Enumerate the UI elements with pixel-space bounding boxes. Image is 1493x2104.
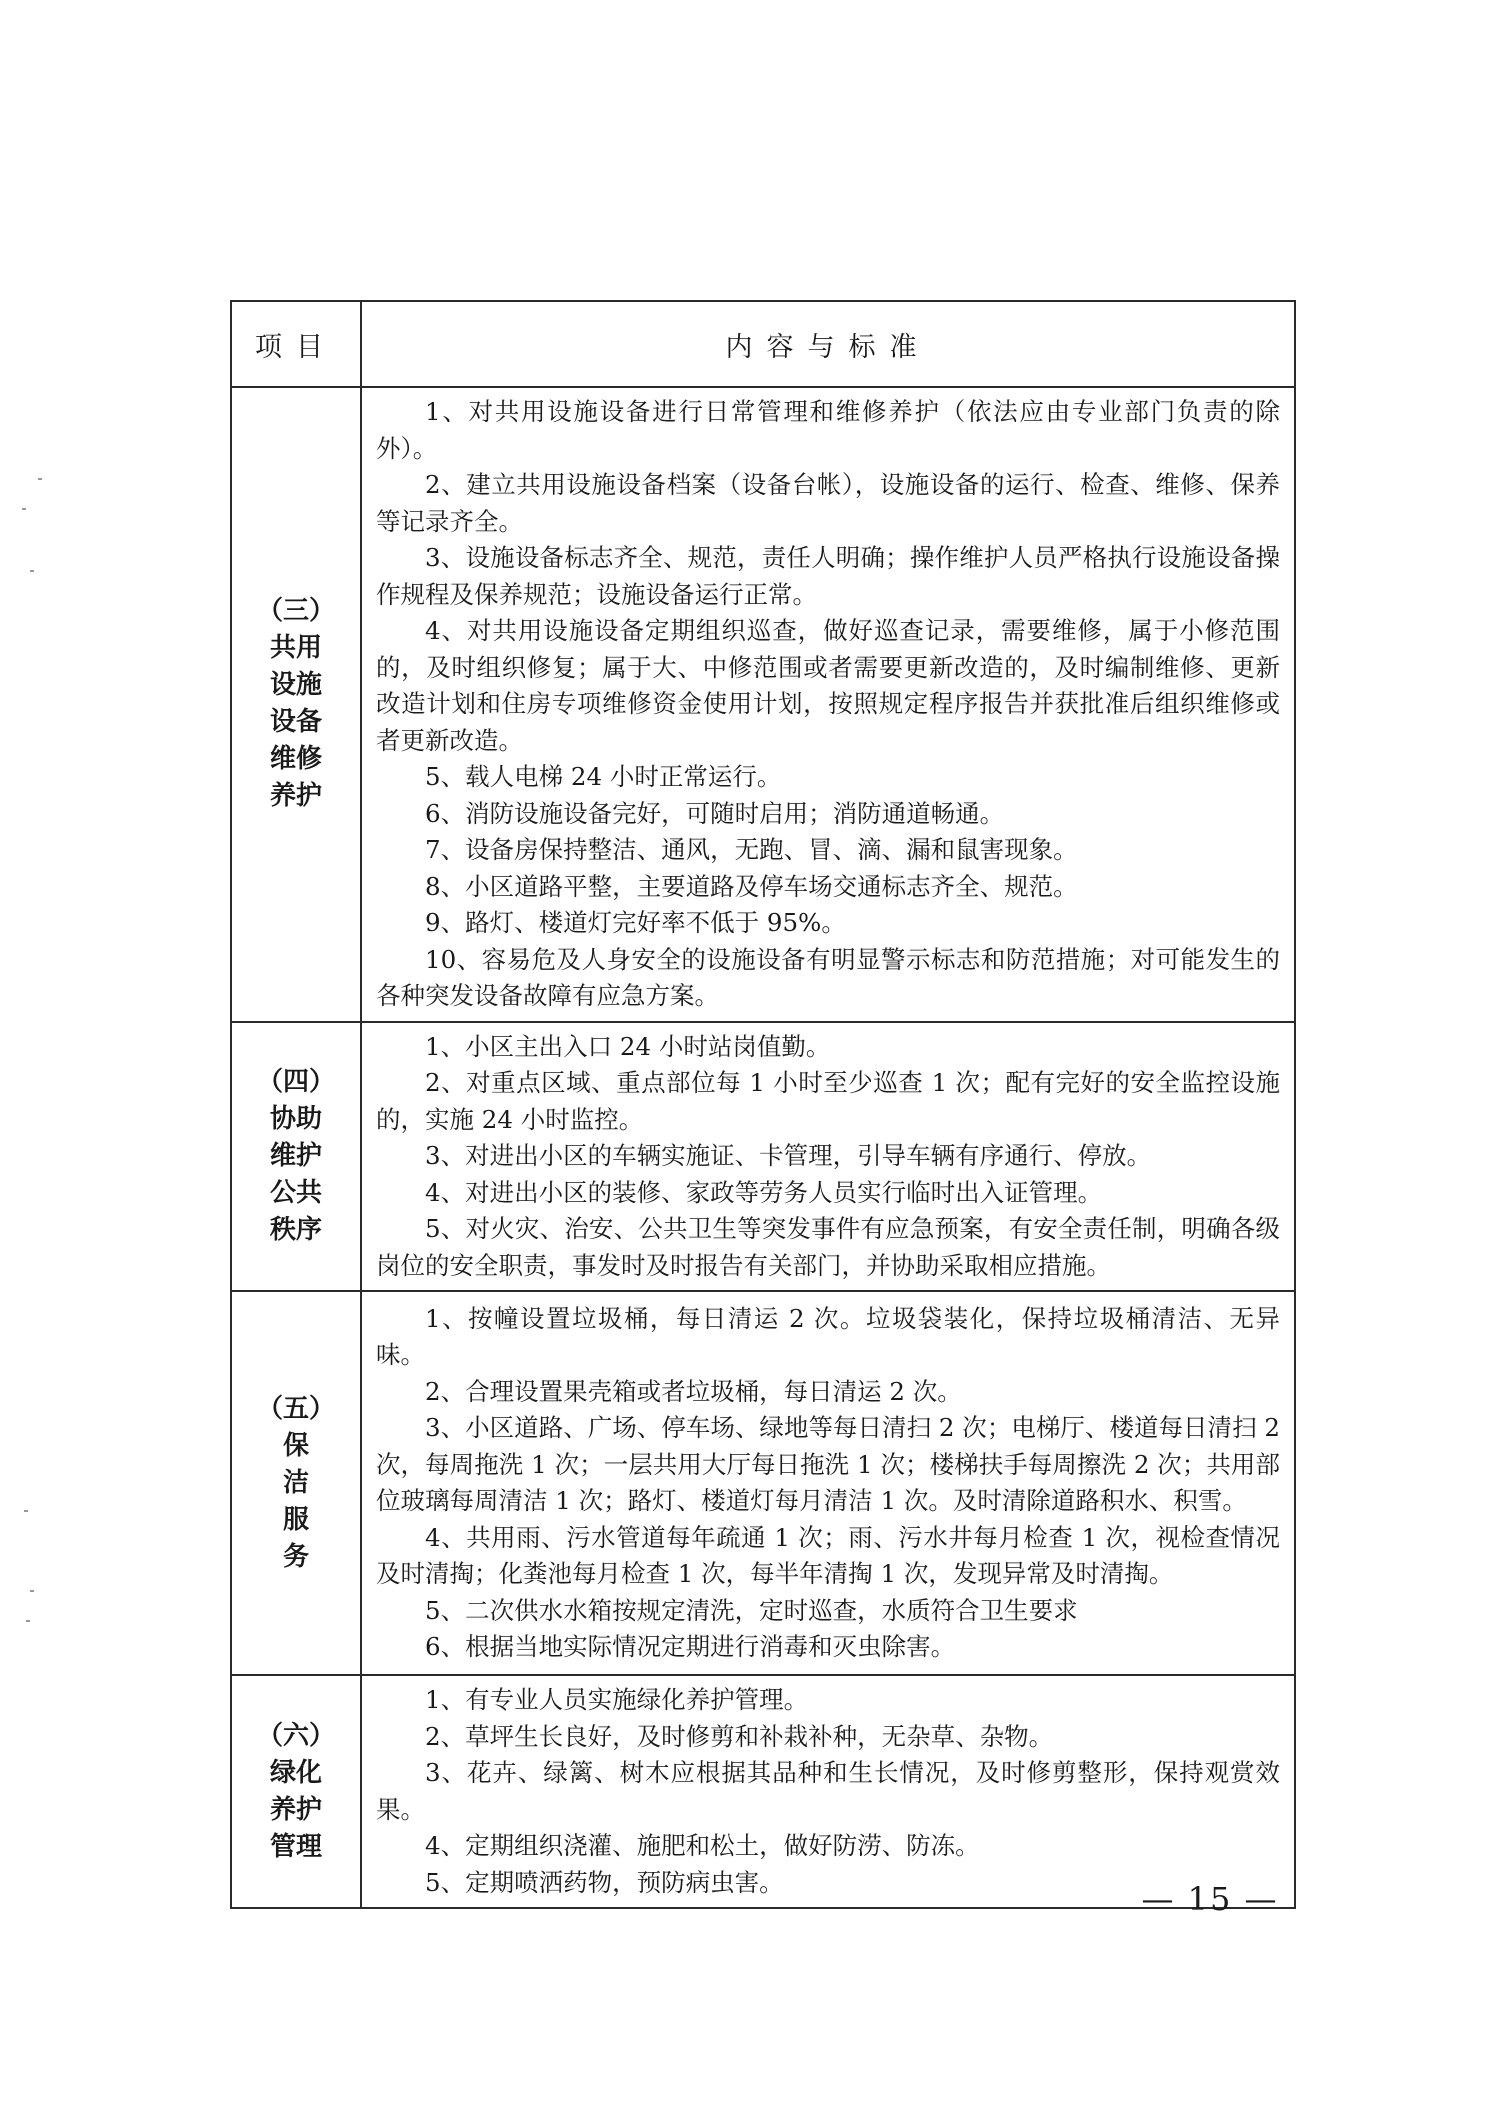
table-row [231,1675,1295,1908]
header-item: 项目 [231,301,361,387]
scan-speck [30,570,34,572]
content-item: 3、花卉、绿篱、树木应根据其品种和生长情况，及时修剪整形，保持观赏效果。 [376,1758,1280,1824]
section-title-line: （五） [256,1393,335,1424]
content-item: 1、对共用设施设备进行日常管理和维修养护（依法应由专业部门负责的除外）。 [376,397,1280,463]
table-row [231,387,1295,1022]
content-item: 4、对进出小区的装修、家政等劳务人员实行临时出入证管理。 [425,1177,1103,1207]
section-title-line: （三） [256,596,335,627]
section-title-line: 共用 [269,633,322,664]
content-item: 5、载人电梯 24 小时正常运行。 [425,762,782,791]
section-title [231,387,361,1022]
section-title-line: 养护 [269,1794,322,1825]
content-item: 8、小区道路平整，主要道路及停车场交通标志齐全、规范。 [425,871,1078,901]
content-item: 2、合理设置果壳箱或者垃圾桶，每日清运 2 次。 [425,1376,962,1406]
content-item: 4、共用雨、污水管道每年疏通 1 次；雨、污水井每月检查 1 次，视检查情况及时清掏；化粪池每月检查 1 次，每半年清掏 1 次，发现异常及时清掏。 [376,1522,1280,1588]
section-title-line: 服 [282,1504,309,1535]
section-title-line: 维修 [269,744,322,775]
page-number: — 15 — [1141,1880,1279,1918]
section-title [231,1675,361,1908]
section-title-line: 绿化 [269,1757,322,1788]
scan-speck [26,1620,30,1622]
table-header-row [231,301,1295,387]
section-title [231,1022,361,1292]
content-item: 1、有专业人员实施绿化养护管理。 [425,1685,809,1714]
section-title-line: 秩序 [269,1214,322,1245]
section-content [361,1022,1295,1292]
content-item: 6、根据当地实际情况定期进行消毒和灭虫除害。 [425,1632,956,1661]
section-title-line: （四） [256,1066,335,1097]
section-title-line: 维护 [269,1140,322,1171]
content-item: 9、路灯、楼道灯完好率不低于 95%。 [425,908,846,937]
table-row [231,1291,1295,1675]
section-title-line: 公共 [269,1177,322,1208]
section-title-line: 设备 [269,707,322,738]
scan-speck [24,1510,28,1512]
table-row [231,1022,1295,1292]
content-item: 2、草坪生长良好，及时修剪和补栽补种，无杂草、杂物。 [425,1721,1054,1751]
section-title-line: 保 [282,1430,309,1461]
content-item: 3、设施设备标志齐全、规范，责任人明确；操作维护人员严格执行设施设备操作规程及保养规范；设施设备运行正常。 [376,543,1280,609]
section-title-line: 洁 [282,1467,309,1498]
content-item: 1、按幢设置垃圾桶，每日清运 2 次。垃圾袋装化，保持垃圾桶清洁、无异味。 [376,1303,1280,1369]
scan-speck [38,478,42,480]
section-content [361,1291,1295,1675]
content-item: 2、建立共用设施设备档案（设备台帐），设施设备的运行、检查、维修、保养等记录齐全。 [376,470,1280,536]
content-item: 10、容易危及人身安全的设施设备有明显警示标志和防范措施；对可能发生的各种突发设备故障有应急方案。 [376,944,1280,1010]
scan-speck [22,508,26,510]
content-item: 7、设备房保持整洁、通风，无跑、冒、滴、漏和鼠害现象。 [425,835,1078,864]
section-title-line: （六） [256,1720,335,1751]
content-item: 3、对进出小区的车辆实施证、卡管理，引导车辆有序通行、停放。 [425,1141,1152,1170]
content-item: 5、定期喷洒药物，预防病虫害。 [425,1867,784,1897]
section-content [361,1675,1295,1908]
scan-speck [30,1590,34,1592]
content-item: 3、小区道路、广场、停车场、绿地等每日清扫 2 次；电梯厅、楼道每日清扫 2 次，每周拖洗 1 次；一层共用大厅每日拖洗 1 次；楼梯扶手每周擦洗 2 次；共用部位玻璃每周清洁 1 次；路灯、楼道灯每月清洁 1 次。及时清除道路积水、积雪。 [376,1413,1280,1515]
content-item: 6、消防设施设备完好，可随时启用；消防通道畅通。 [425,798,1005,828]
header-content: 内容与标准 [361,301,1295,387]
section-content [361,387,1295,1022]
section-title [231,1291,361,1675]
standards-table [230,300,1296,1909]
content-item: 5、二次供水水箱按规定清洗，定时巡查，水质符合卫生要求 [425,1595,1078,1625]
content-item: 5、对火灾、治安、公共卫生等突发事件有应急预案，有安全责任制，明确各级岗位的安全职责，事发时及时报告有关部门，并协助采取相应措施。 [376,1214,1280,1280]
content-item: 4、对共用设施设备定期组织巡查，做好巡查记录，需要维修，属于小修范围的，及时组织修复；属于大、中修范围或者需要更新改造的，及时编制维修、更新改造计划和住房专项维修资金使用计划，按照规定程序报告并获批准后组织维修或者更新改造。 [376,616,1280,755]
content-item: 2、对重点区域、重点部位每 1 小时至少巡查 1 次；配有完好的安全监控设施的，实施 24 小时监控。 [376,1068,1280,1134]
section-title-line: 务 [282,1541,309,1572]
section-title-line: 养护 [269,781,322,812]
section-title-line: 管理 [269,1831,322,1862]
content-item: 1、小区主出入口 24 小时站岗值勤。 [425,1031,831,1061]
section-title-line: 设施 [269,670,322,701]
section-title-line: 协助 [269,1103,322,1134]
content-item: 4、定期组织浇灌、施肥和松土，做好防涝、防冻。 [425,1831,980,1860]
